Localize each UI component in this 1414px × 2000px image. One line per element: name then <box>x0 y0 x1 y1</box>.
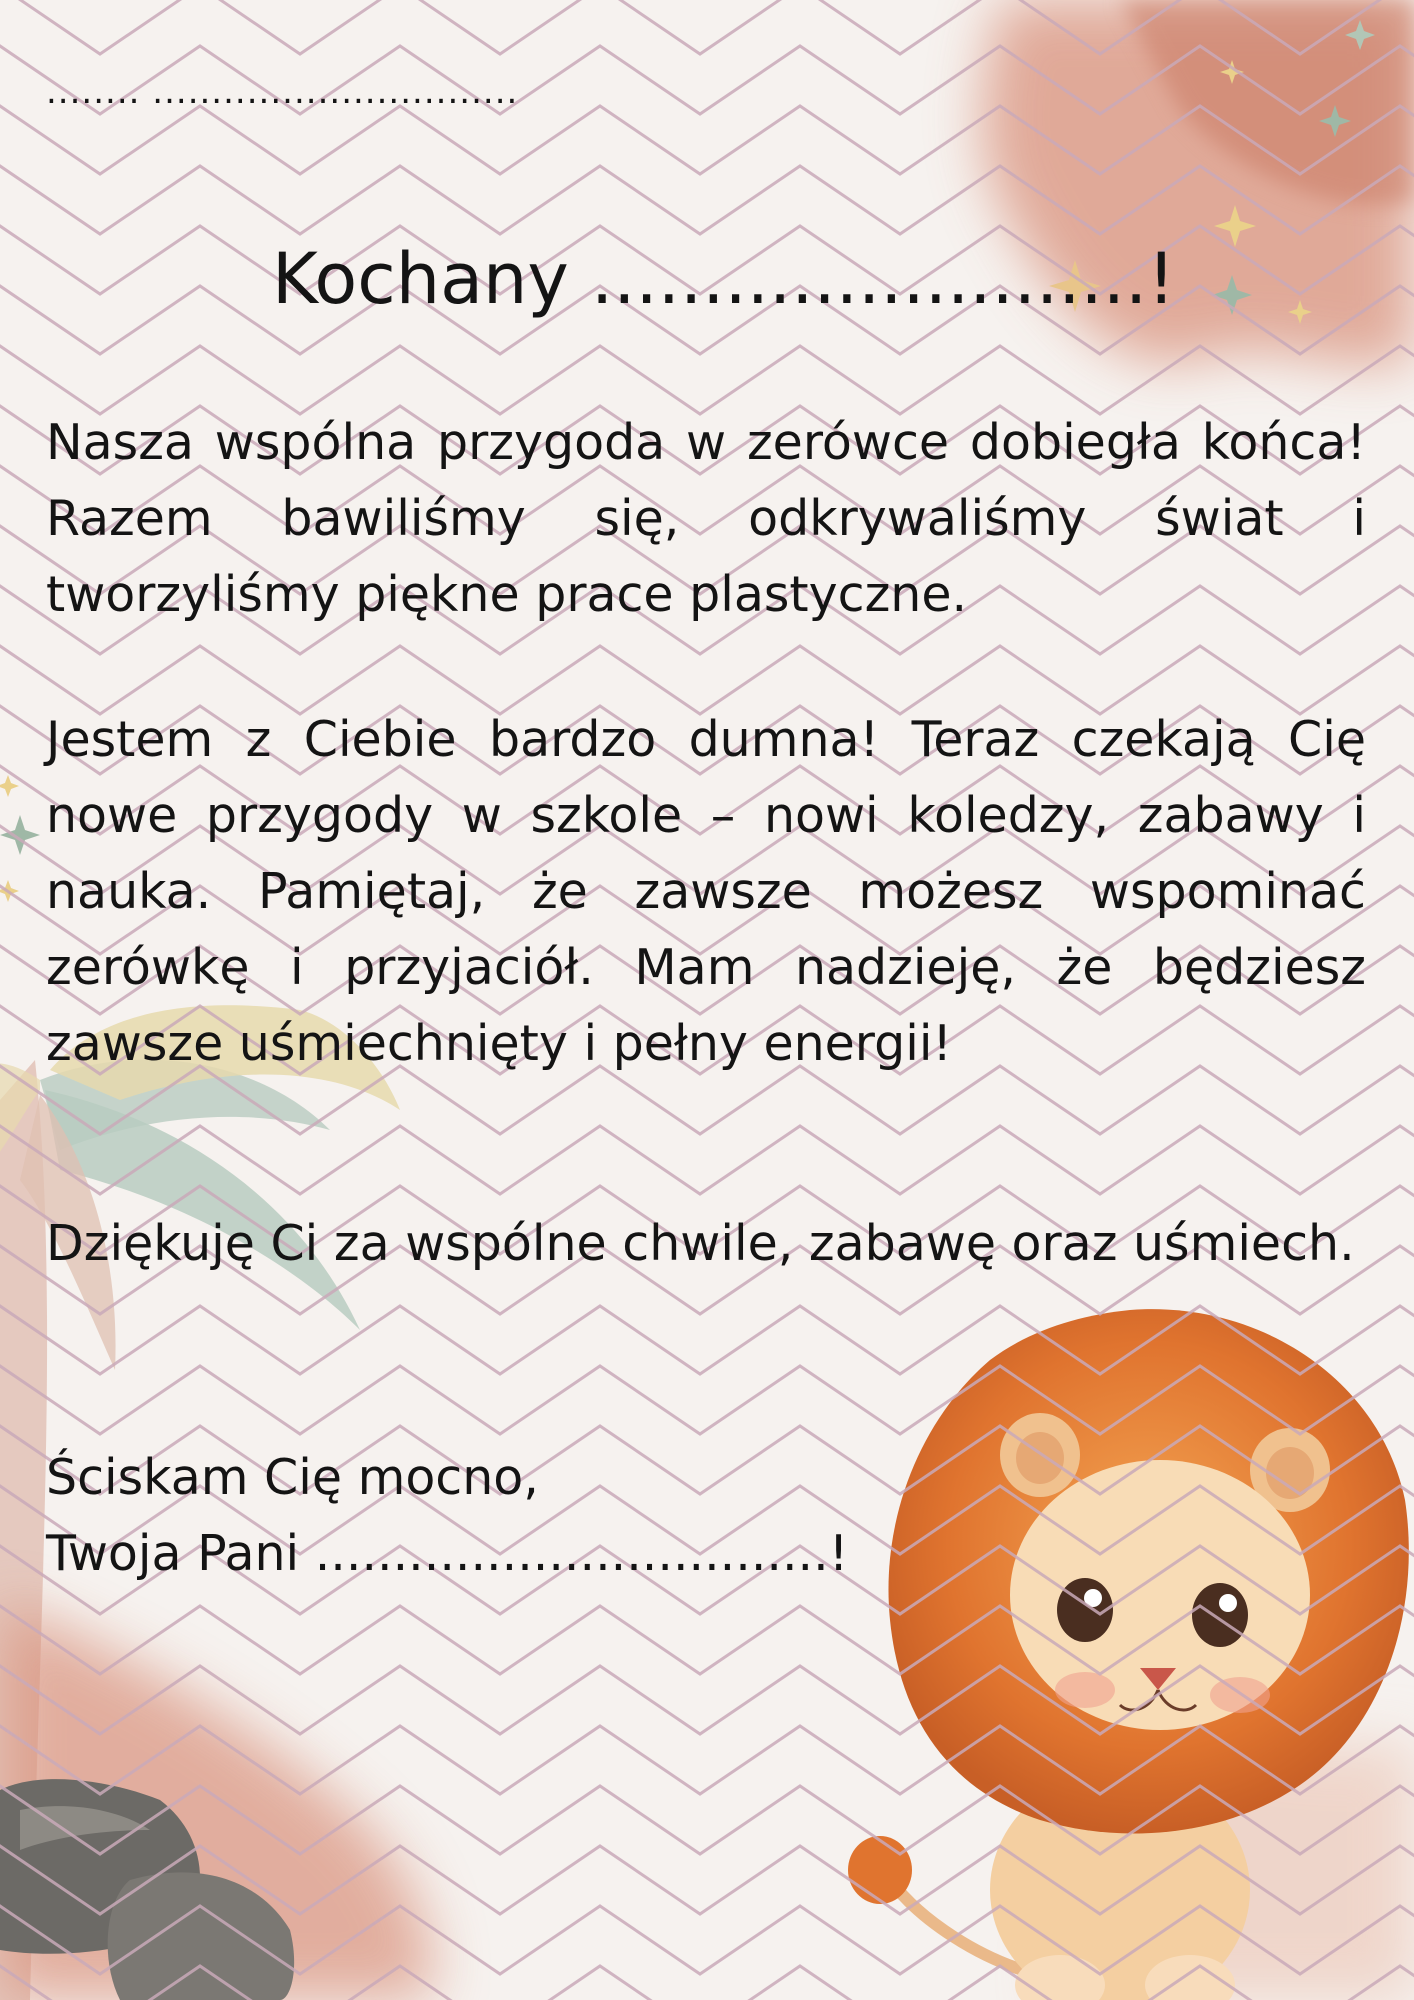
greeting-heading: Kochany .........................! <box>272 238 1176 320</box>
paragraph-proud: Jestem z Ciebie bardzo dumna! Teraz czekają Cię nowe przygody w szkole – nowi koledzy, zabawy i nauka. Pamiętaj, że zawsze możesz wspominać zerówkę i przyjaciół. Mam nadzieję, że będziesz zawsze uśmiechnięty i pełny energii! <box>46 711 1366 1072</box>
paragraph-adventure: Nasza wspólna przygoda w zerówce dobiegła końca! Razem bawiliśmy się, odkrywaliśmy świat i tworzyliśmy piękne prace plastyczne. <box>46 414 1366 623</box>
closing-block <box>46 1440 848 1592</box>
date-line: ........ ............................... <box>46 72 519 112</box>
closing-line: Ściskam Cię mocno, <box>46 1449 539 1506</box>
signature-line: Twoja Pani .................................! <box>46 1525 849 1582</box>
paragraph-thanks: Dziękuję Ci za wspólne chwile, zabawę oraz uśmiech. <box>46 1215 1355 1272</box>
